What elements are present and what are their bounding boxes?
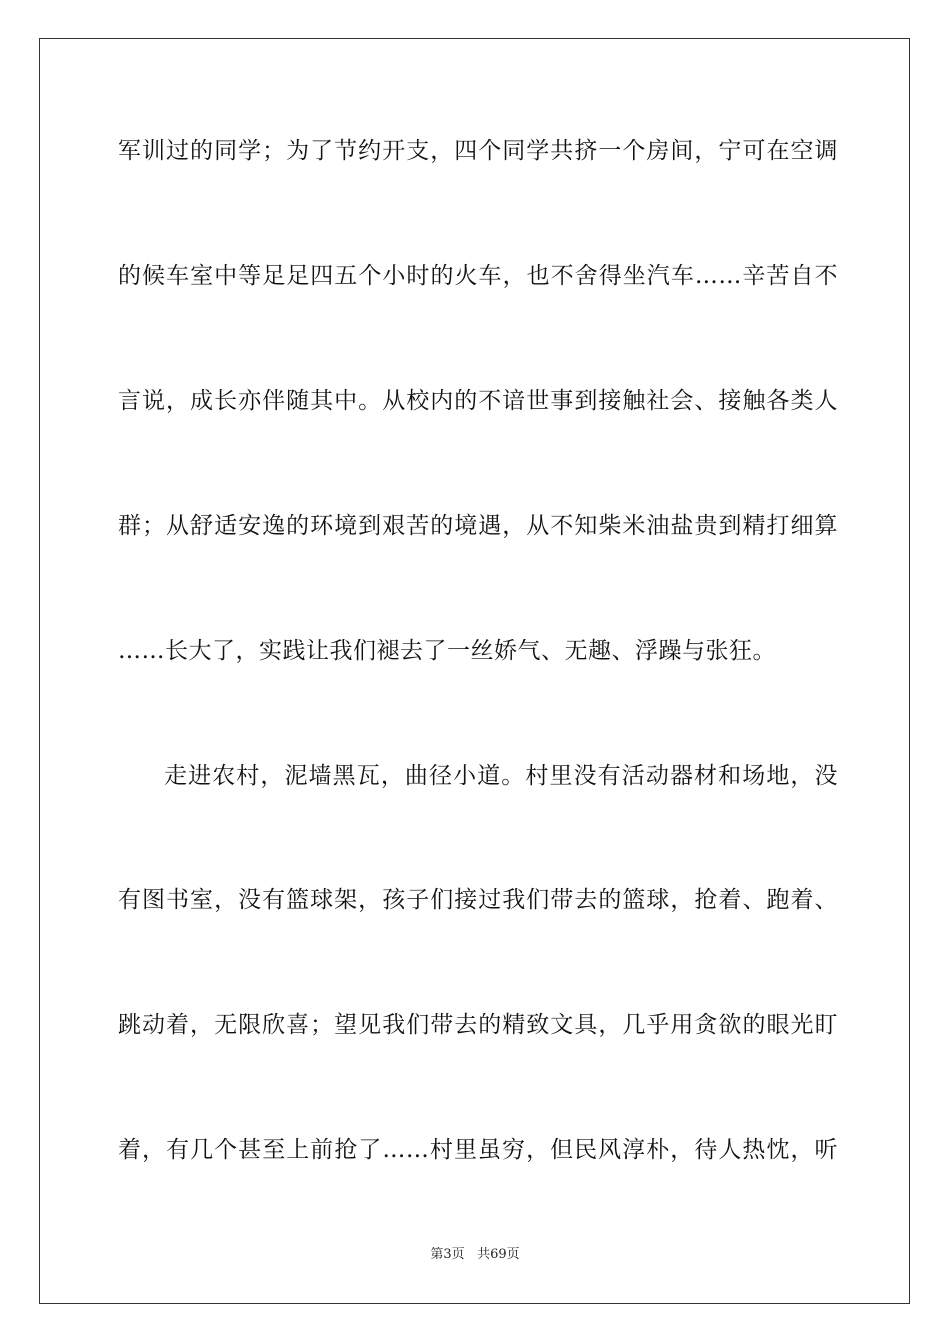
page-border	[39, 38, 910, 1304]
paragraph-line: 跳动着，无限欣喜；望见我们带去的精致文具，几乎用贪欲的眼光盯	[118, 1012, 838, 1038]
page-total: 共69页	[477, 1247, 520, 1262]
paragraph-line: 有图书室，没有篮球架，孩子们接过我们带去的篮球，抢着、跑着、	[118, 887, 838, 913]
paragraph-line: 着，有几个甚至上前抢了……村里虽穷，但民风淳朴，待人热忱，听	[118, 1137, 838, 1163]
page-number: 第3页	[430, 1247, 465, 1262]
paragraph-line: 军训过的同学；为了节约开支，四个同学共挤一个房间，宁可在空调	[118, 138, 838, 164]
page-footer	[0, 1246, 950, 1264]
paragraph-line: ……长大了，实践让我们褪去了一丝娇气、无趣、浮躁与张狂。	[118, 638, 776, 664]
paragraph-line: 走进农村，泥墙黑瓦，曲径小道。村里没有活动器材和场地，没	[164, 763, 838, 789]
paragraph-line: 群；从舒适安逸的环境到艰苦的境遇，从不知柴米油盐贵到精打细算	[118, 513, 838, 539]
paragraph-line: 的候车室中等足足四五个小时的火车，也不舍得坐汽车……辛苦自不	[118, 263, 838, 289]
paragraph-line: 言说，成长亦伴随其中。从校内的不谙世事到接触社会、接触各类人	[118, 388, 838, 414]
